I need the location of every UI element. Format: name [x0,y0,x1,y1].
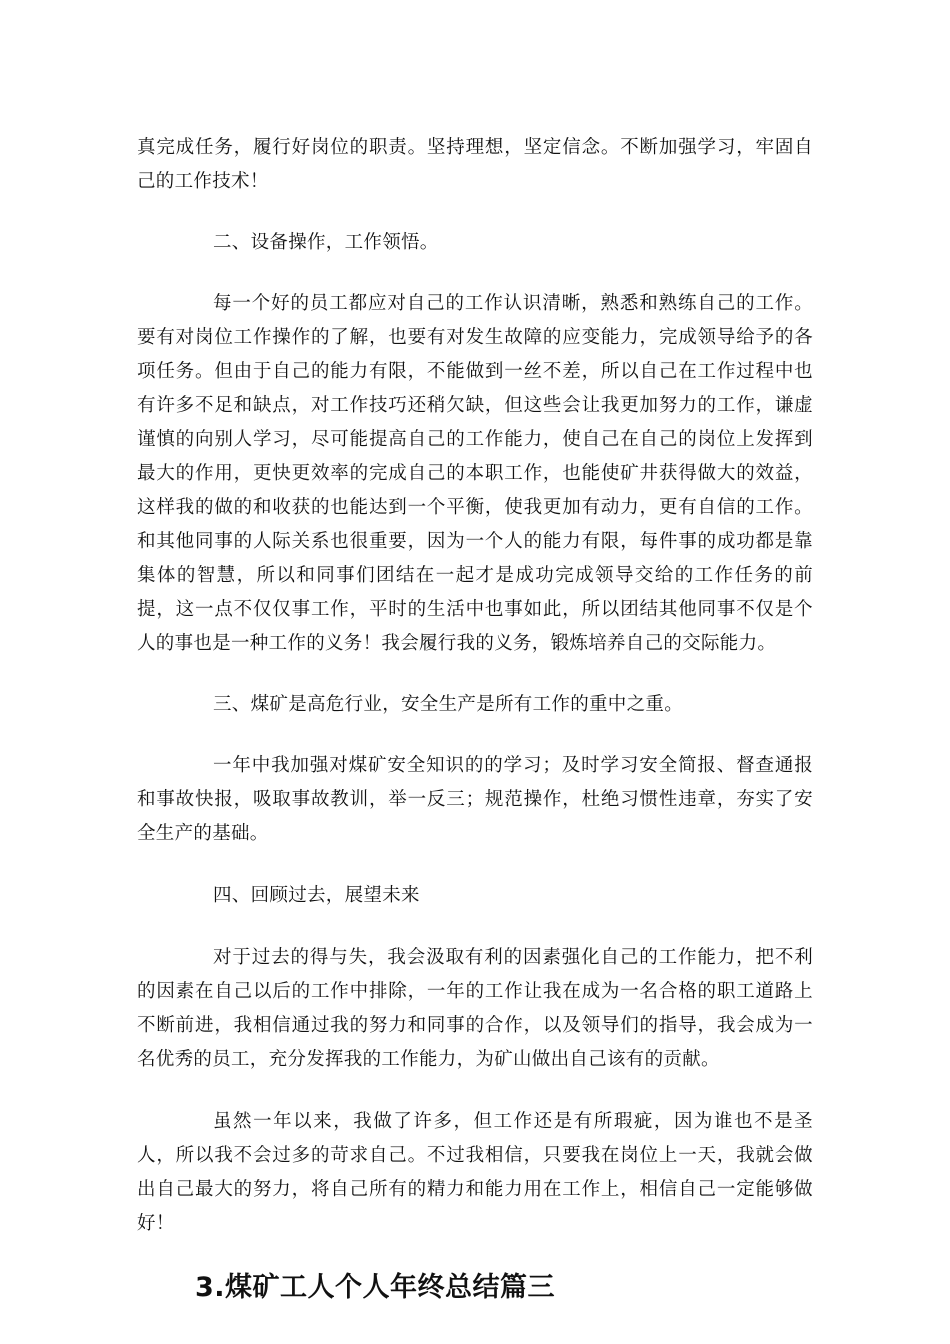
paragraph-equipment: 每一个好的员工都应对自己的工作认识清晰，熟悉和熟练自己的工作。要有对岗位工作操作的了解，也要有对发生故障的应变能力，完成领导给予的各项任务。但由于自己的能力有限，不能做到一丝不差，所以自己在工作过程中也有许多不足和缺点，对工作技巧还稍欠缺，但这些会让我更加努力的工作，谦虚谨慎的向别人学习，尽可能提高自己的工作能力，使自己在自己的岗位上发挥到最大的作用，更快更效率的完成自己的本职工作，也能使矿井获得做大的效益，这样我的做的和收获的也能达到一个平衡，使我更加有动力，更有自信的工作。和其他同事的人际关系也很重要，因为一个人的能力有限，每件事的成功都是靠集体的智慧，所以和同事们团结在一起才是成功完成领导交给的工作任务的前提，这一点不仅仅事工作，平时的生活中也事如此，所以团结其他同事不仅是个人的事也是一种工作的义务！我会履行我的义务，锻炼培养自己的交际能力。 [137,293,813,654]
document-page [137,131,813,1308]
section-heading-safety: 三、煤矿是高危行业，安全生产是所有工作的重中之重。 [213,694,684,715]
paragraph-safety: 一年中我加强对煤矿安全知识的的学习；及时学习安全简报、督查通报和事故快报，吸取事故教训，举一反三；规范操作，杜绝习惯性违章，夯实了安全生产的基础。 [137,755,813,844]
paragraph-conclusion: 虽然一年以来，我做了许多，但工作还是有所瑕疵，因为谁也不是圣人，所以我不会过多的苛求自己。不过我相信，只要我在岗位上一天，我就会做出自己最大的努力，将自己所有的精力和能力用在工作上，相信自己一定能够做好！ [137,1111,813,1234]
paragraph-review: 对于过去的得与失，我会汲取有利的因素强化自己的工作能力，把不利的因素在自己以后的工作中排除，一年的工作让我在成为一名合格的职工道路上不断前进，我相信通过我的努力和同事的合作，以及领导们的指导，我会成为一名优秀的员工，充分发挥我的工作能力，为矿山做出自己该有的贡献。 [137,947,813,1070]
section-heading-equipment: 二、设备操作，工作领悟。 [213,232,439,253]
article-heading: 3.煤矿工人个人年终总结篇三 [195,1272,556,1303]
section-heading-review: 四、回顾过去，展望未来 [213,885,420,906]
paragraph-continuation: 真完成任务，履行好岗位的职责。坚持理想，坚定信念。不断加强学习，牢固自己的工作技术！ [137,137,813,192]
